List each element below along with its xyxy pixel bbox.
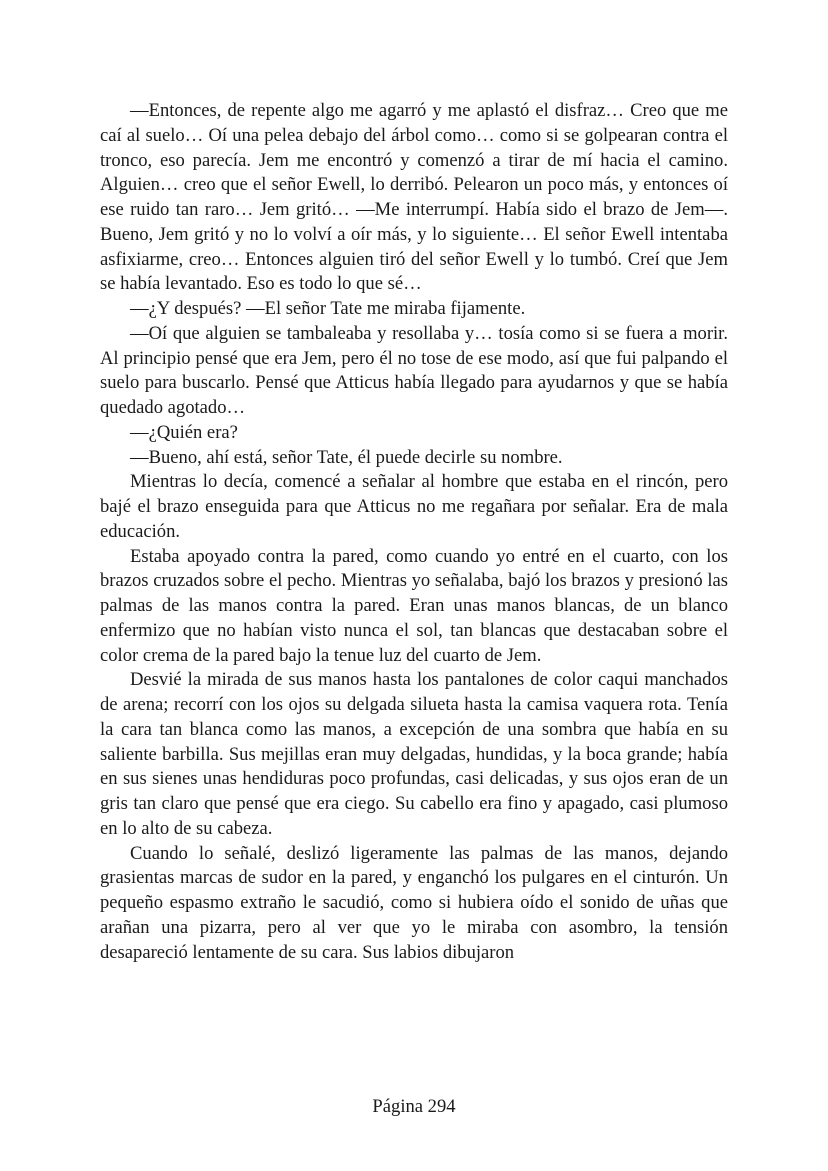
page-number: Página 294 — [372, 1096, 456, 1117]
paragraph: —Bueno, ahí está, señor Tate, él puede decirle su nombre. — [130, 446, 563, 468]
paragraph: Mientras lo decía, comencé a señalar al hombre que estaba en el rincón, pero bajé el brazo enseguida para que Atticus no me regañara por señalar. Era de mala educación. — [100, 471, 728, 542]
paragraph: Desvié la mirada de sus manos hasta los pantalones de color caqui manchados de arena; recorrí con los ojos su delgada silueta hasta la camisa vaquera rota. Tenía la cara tan blanca como las manos, a excepción de una sombra que había en su saliente barbilla. Sus mejillas eran muy delgadas, hundidas, y la boca grande; había en sus sienes unas hendiduras poco profundas, casi delicadas, y sus ojos eran de un gris tan claro que pensé que era ciego. Su cabello era fino y apagado, casi plumoso en lo alto de su cabeza. — [100, 669, 728, 839]
paragraph: —¿Y después? —El señor Tate me miraba fijamente. — [130, 298, 526, 319]
body-text — [100, 99, 728, 965]
paragraph: Cuando lo señalé, deslizó ligeramente las palmas de las manos, dejando grasientas marcas de sudor en la pared, y enganchó los pulgares en el cinturón. Un pequeño espasmo extraño le sacudió, como si hubiera oído el sonido de uñas que arañan una pizarra, pero al ver que yo le miraba con asombro, la tensión desapareció lentamente de su cara. Sus labios dibujaron — [100, 842, 728, 963]
paragraph: —Oí que alguien se tambaleaba y resollaba y… tosía como si se fuera a morir. Al principio pensé que era Jem, pero él no tose de ese modo, así que fui palpando el suelo para buscarlo. Pensé que Atticus había llegado para ayudarnos y que se había quedado agotado… — [100, 322, 728, 418]
paragraph: Estaba apoyado contra la pared, como cuando yo entré en el cuarto, con los brazos cruzados sobre el pecho. Mientras yo señalaba, bajó los brazos y presionó las palmas de las manos contra la pared. Eran unas manos blancas, de un blanco enfermizo que no habían visto nunca el sol, tan blancas que destacaban sobre el color crema de la pared bajo la tenue luz del cuarto de Jem. — [100, 545, 728, 666]
paragraph: —Entonces, de repente algo me agarró y me aplastó el disfraz… Creo que me caí al suelo… Oí una pelea debajo del árbol como… como si se golpearan contra el tronco, eso parecía. Jem me encontró y comenzó a tirar de mí hacia el camino. Alguien… creo que el señor Ewell, lo derribó. Pelearon un poco más, y entonces oí ese ruido tan raro… Jem gritó… —Me interrumpí. Había sido el brazo de Jem—. Bueno, Jem gritó y no lo volví a oír más, y lo siguiente… El señor Ewell intentaba asfixiarme, creo… Entonces alguien tiró del señor Ewell y lo tumbó. Creí que Jem se había levantado. Eso es todo lo que sé… — [100, 100, 728, 295]
paragraph: —¿Quién era? — [130, 421, 238, 443]
